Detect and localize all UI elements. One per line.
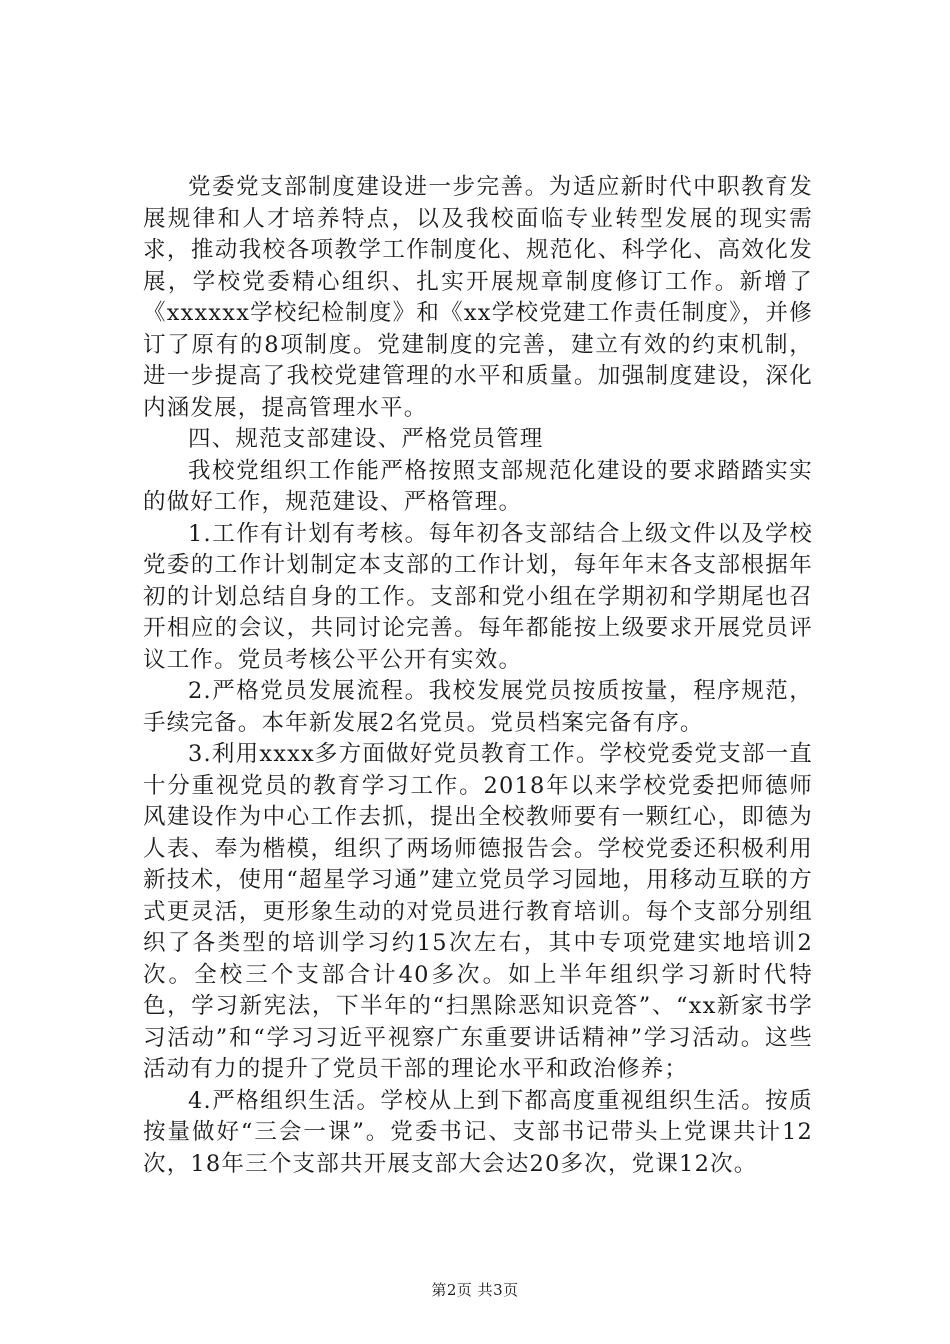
- section-heading-4: 四、规范支部建设、严格党员管理: [188, 426, 544, 452]
- paragraph-item-3: 3.利用xxxx多方面做好党员教育工作。学校党委党支部一直十分重视党员的教育学习工作。2018年以来学校党委把师德师风建设作为中心工作去抓，提出全校教师要有一颗红心，即德为人表、奉为楷模，组织了两场师德报告会。学校党委还积极利用新技术，使用“超星学习通”建立党员学习园地，用移动互联的方式更灵活，更形象生动的对党员进行教育培训。每个支部分别组织了各类型的培训学习约15次左右，其中专项党建实地培训2次。全校三个支部合计40多次。如上半年组织学习新时代特色，学习新宪法，下半年的“扫黑除恶知识竞答”、“xx新家书学习活动”和“学习习近平视察广东重要讲话精神”学习活动。这些活动有力的提升了党员干部的理论水平和政治修养；: [143, 741, 813, 1082]
- document-body: [143, 172, 813, 1180]
- paragraph-system-building: 党委党支部制度建设进一步完善。为适应新时代中职教育发展规律和人才培养特点，以及我校面临专业转型发展的现实需求，推动我校各项教学工作制度化、规范化、科学化、高效化发展，学校党委精心组织、扎实开展规章制度修订工作。新增了《xxxxxx学校纪检制度》和《xx学校党建工作责任制度》，并修订了原有的8项制度。党建制度的完善，建立有效的约束机制，进一步提高了我校党建管理的水平和质量。加强制度建设，深化内涵发展，提高管理水平。: [143, 174, 813, 421]
- paragraph-item-2: 2.严格党员发展流程。我校发展党员按质按量，程序规范，手续完备。本年新发展2名党员。党员档案完备有序。: [143, 678, 813, 736]
- paragraph-intro: 我校党组织工作能严格按照支部规范化建设的要求踏踏实实的做好工作，规范建设、严格管理。: [143, 457, 813, 515]
- paragraph-item-4: 4.严格组织生活。学校从上到下都高度重视组织生活。按质按量做好“三会一课”。党委书记、支部书记带头上党课共计12次，18年三个支部共开展支部大会达20多次，党课12次。: [143, 1087, 813, 1177]
- paragraph-item-1: 1.工作有计划有考核。每年初各支部结合上级文件以及学校党委的工作计划制定本支部的工作计划，每年年末各支部根据年初的计划总结自身的工作。支部和党小组在学期初和学期尾也召开相应的会议，共同讨论完善。每年都能按上级要求开展党员评议工作。党员考核公平公开有实效。: [143, 520, 813, 673]
- page-footer: 第2页 共3页: [431, 1281, 519, 1299]
